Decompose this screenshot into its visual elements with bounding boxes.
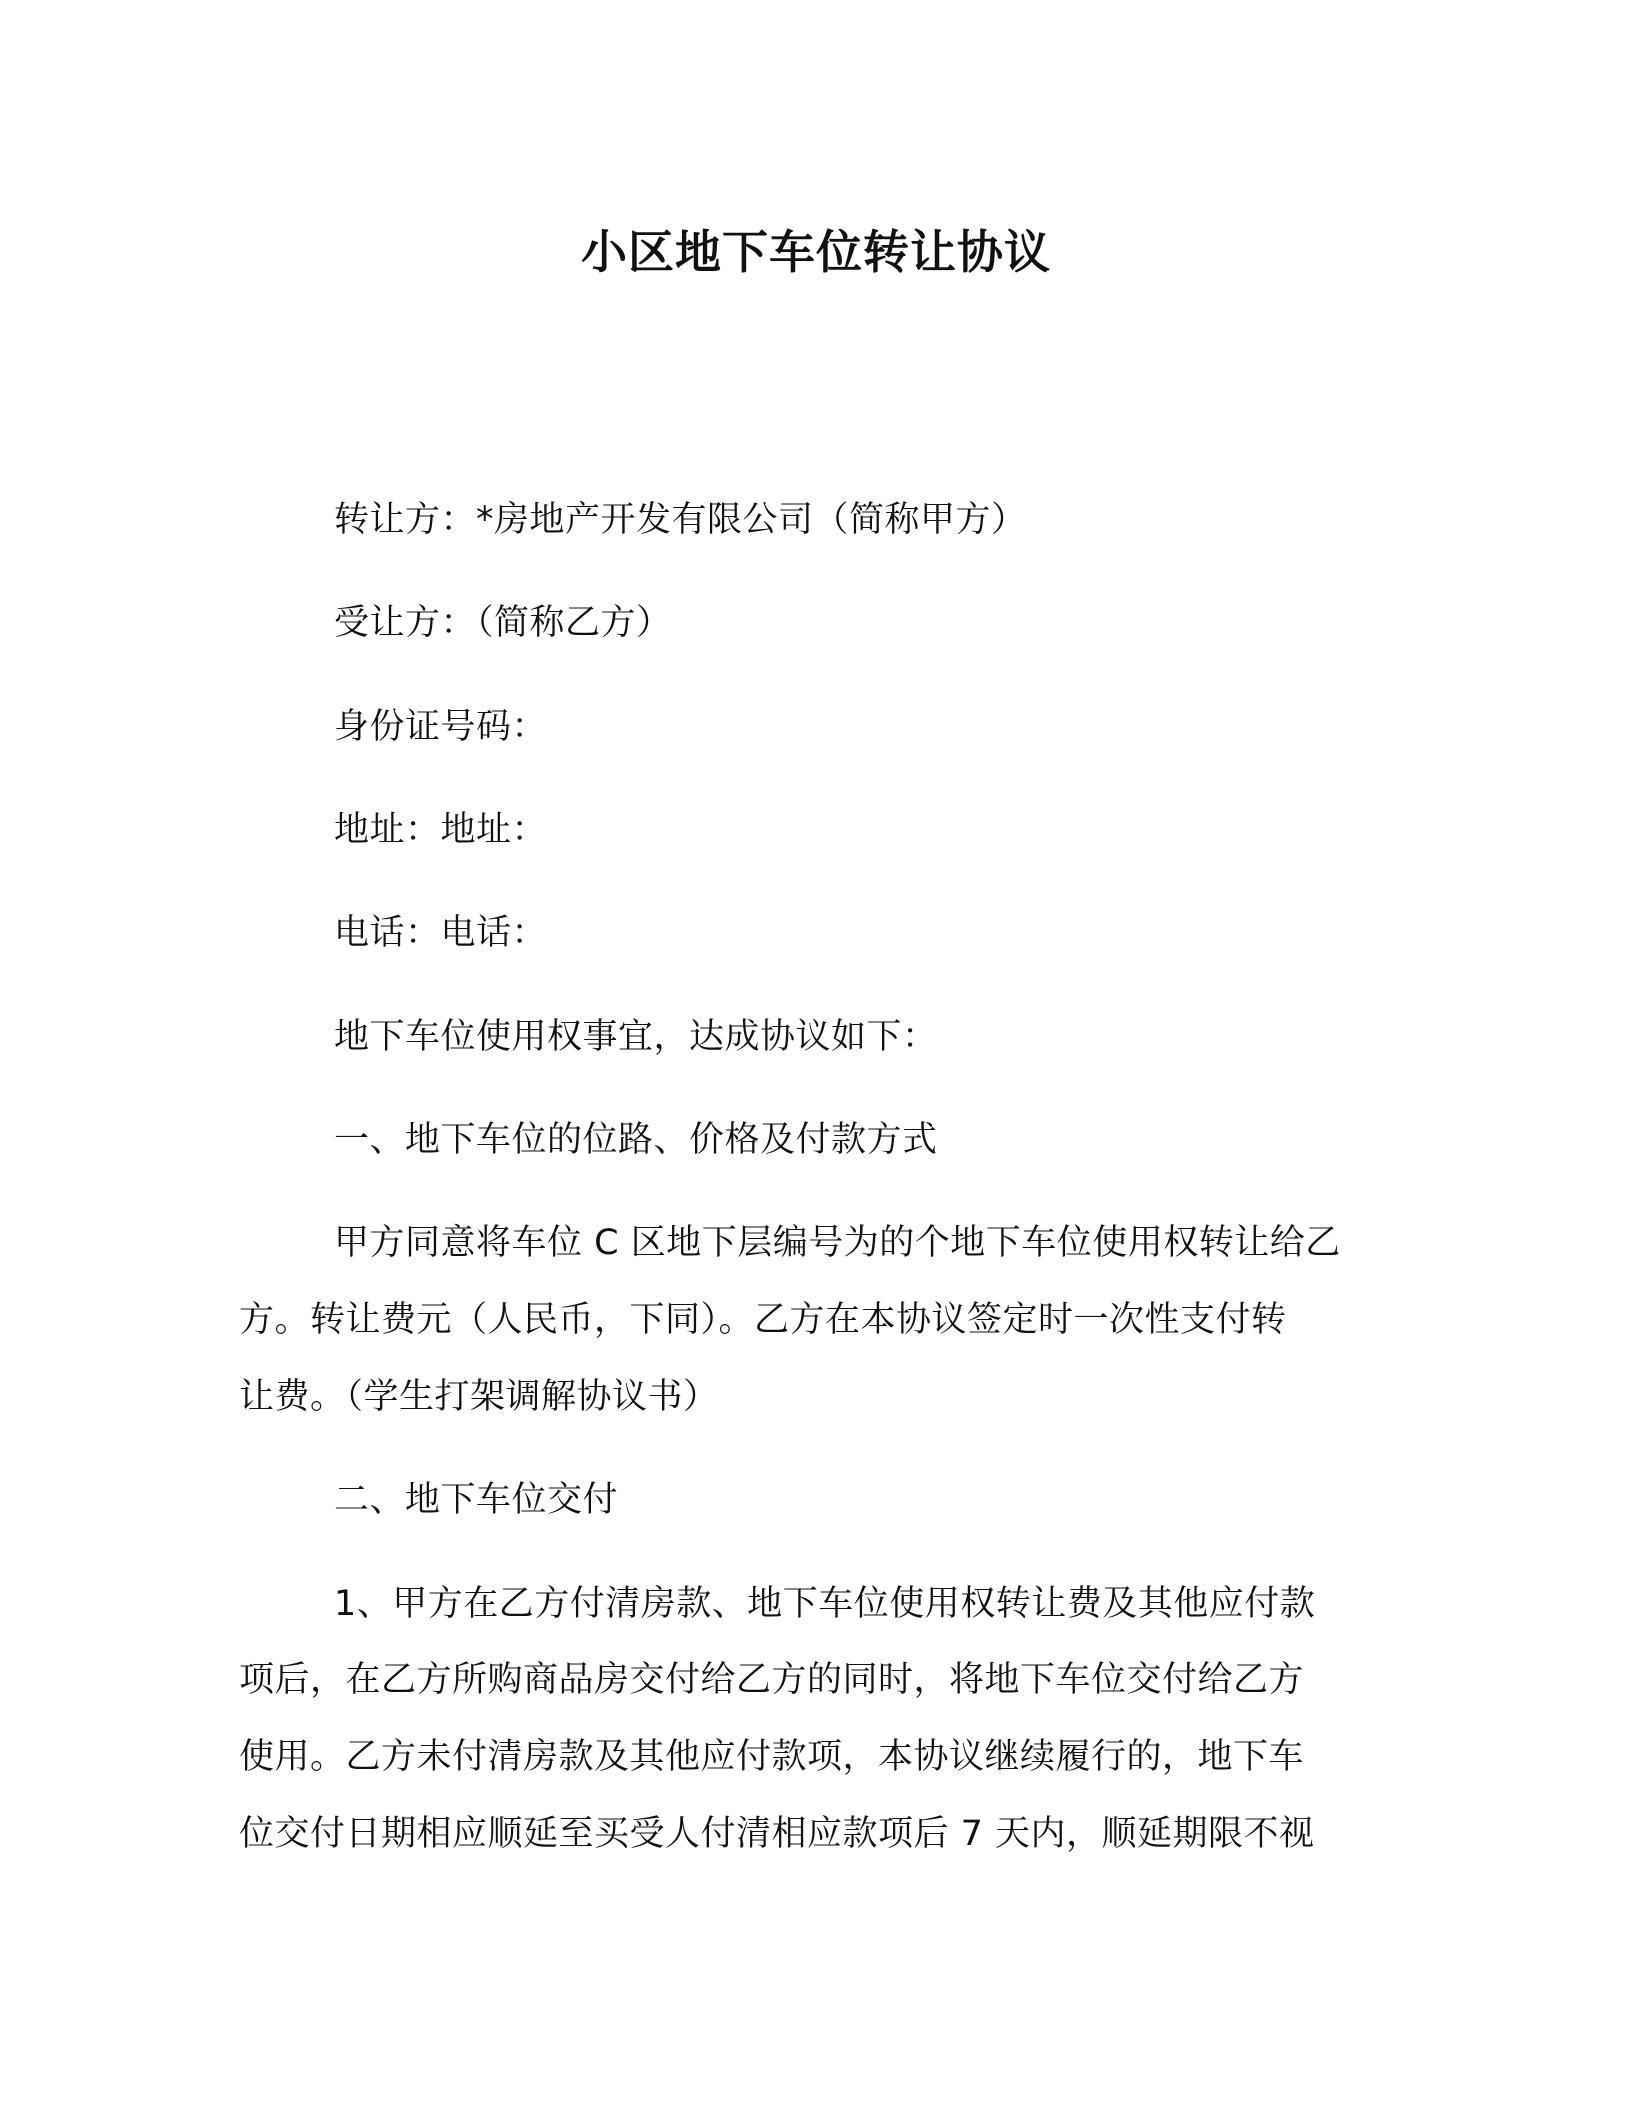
- document-title: 小区地下车位转让协议: [581, 225, 1051, 279]
- section2-heading: 二、地下车位交付: [334, 1480, 619, 1520]
- transferee-line: 受让方：（简称乙方）: [334, 603, 672, 643]
- section2-paragraph-line: 使用。乙方未付清房款及其他应付款项，本协议继续履行的，地下车: [239, 1737, 1305, 1777]
- section2-paragraph-line: 1、甲方在乙方付清房款、地下车位使用权转让费及其他应付款: [334, 1584, 1316, 1624]
- address-line: 地址：地址：: [334, 810, 548, 850]
- section1-paragraph-line: 甲方同意将车位 C 区地下层编号为的个地下车位使用权转让给乙: [334, 1223, 1341, 1263]
- section1-paragraph-line: 方。转让费元（人民币，下同）。乙方在本协议签定时一次性支付转: [239, 1300, 1287, 1340]
- transferor-line: 转让方：*房地产开发有限公司（简称甲方）: [334, 500, 1027, 540]
- id-number-line: 身份证号码：: [334, 707, 548, 747]
- section2-paragraph-line: 项后，在乙方所购商品房交付给乙方的同时，将地下车位交付给乙方: [239, 1660, 1305, 1700]
- intro-line: 地下车位使用权事宜，达成协议如下：: [334, 1017, 938, 1057]
- section1-heading: 一、地下车位的位路、价格及付款方式: [334, 1120, 938, 1160]
- phone-line: 电话：电话：: [334, 913, 548, 953]
- section2-paragraph-line: 位交付日期相应顺延至买受人付清相应款项后 7 天内，顺延期限不视: [239, 1814, 1315, 1854]
- section1-paragraph-line: 让费。（学生打架调解协议书）: [239, 1377, 719, 1417]
